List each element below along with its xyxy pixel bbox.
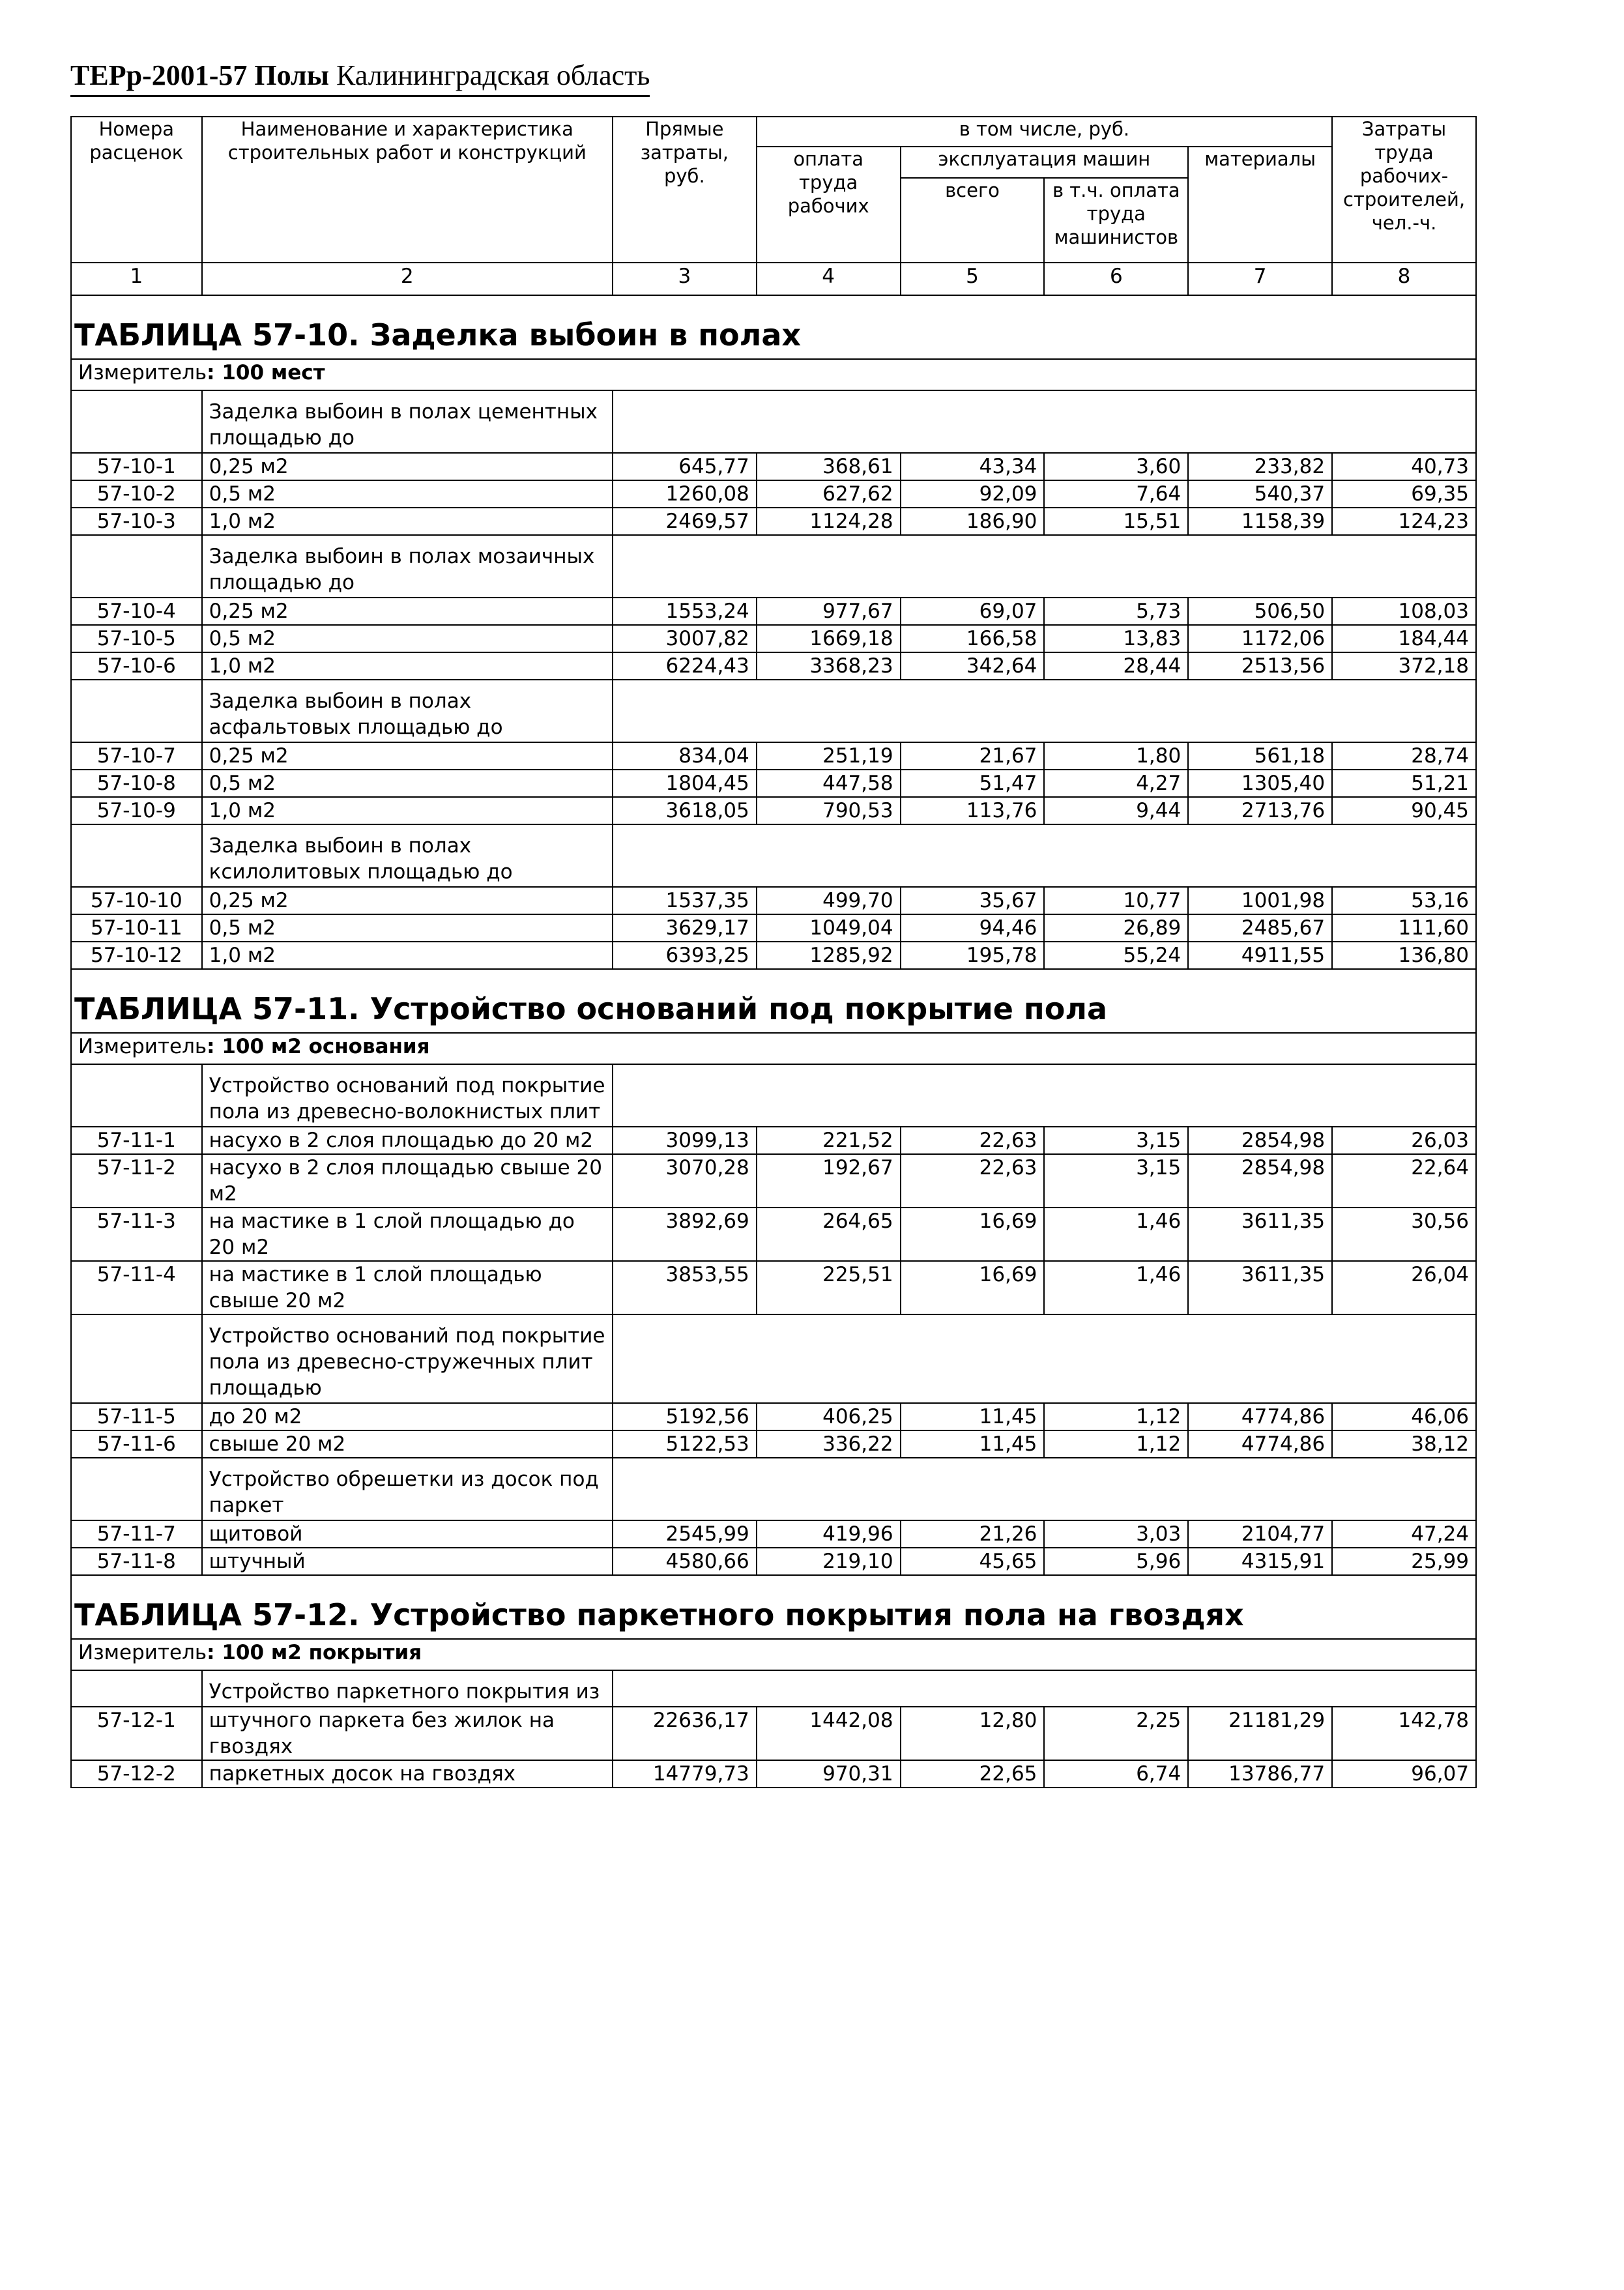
col-header-labor-pay: оплата труда рабочих xyxy=(757,147,901,263)
materials-cost: 4774,86 xyxy=(1188,1403,1332,1430)
direct-cost: 5122,53 xyxy=(613,1430,757,1458)
group-empty-cell xyxy=(613,1458,1476,1520)
work-description: на мастике в 1 слой площадью до 20 м2 xyxy=(202,1208,613,1261)
direct-cost: 2545,99 xyxy=(613,1520,757,1548)
machines-total: 11,45 xyxy=(901,1403,1045,1430)
materials-cost: 2513,56 xyxy=(1188,652,1332,680)
direct-cost: 4580,66 xyxy=(613,1548,757,1575)
direct-cost: 1804,45 xyxy=(613,770,757,797)
work-description: 0,25 м2 xyxy=(202,887,613,914)
materials-cost: 1001,98 xyxy=(1188,887,1332,914)
group-code-cell xyxy=(71,1064,202,1127)
direct-cost: 2469,57 xyxy=(613,508,757,535)
labor-pay: 790,53 xyxy=(757,797,901,824)
materials-cost: 1158,39 xyxy=(1188,508,1332,535)
machines-total: 342,64 xyxy=(901,652,1045,680)
machines-total: 166,58 xyxy=(901,625,1045,652)
labor-pay: 977,67 xyxy=(757,598,901,625)
direct-cost: 3892,69 xyxy=(613,1208,757,1261)
labor-hours: 30,56 xyxy=(1332,1208,1476,1261)
labor-hours: 38,12 xyxy=(1332,1430,1476,1458)
rate-code: 57-10-8 xyxy=(71,770,202,797)
col-header-machines: эксплуатация машин xyxy=(901,147,1189,178)
rate-code: 57-10-2 xyxy=(71,480,202,508)
direct-cost: 3629,17 xyxy=(613,914,757,942)
rate-code: 57-11-2 xyxy=(71,1154,202,1208)
labor-hours: 108,03 xyxy=(1332,598,1476,625)
table-row xyxy=(71,1208,1476,1261)
labor-hours: 96,07 xyxy=(1332,1760,1476,1788)
group-header-row xyxy=(71,1458,1476,1520)
group-description: Устройство паркетного покрытия из xyxy=(202,1670,613,1707)
table-row xyxy=(71,1760,1476,1788)
table-row xyxy=(71,1548,1476,1575)
direct-cost: 22636,17 xyxy=(613,1707,757,1760)
work-description: до 20 м2 xyxy=(202,1403,613,1430)
unit-value: : 100 мест xyxy=(207,361,325,384)
labor-pay: 336,22 xyxy=(757,1430,901,1458)
rate-code: 57-10-12 xyxy=(71,942,202,969)
rate-code: 57-12-1 xyxy=(71,1707,202,1760)
machinists-pay: 5,96 xyxy=(1044,1548,1188,1575)
machinists-pay: 3,15 xyxy=(1044,1154,1188,1208)
direct-cost: 1260,08 xyxy=(613,480,757,508)
group-header-row xyxy=(71,1064,1476,1127)
group-empty-cell xyxy=(613,680,1476,742)
table-row xyxy=(71,1707,1476,1760)
machines-total: 186,90 xyxy=(901,508,1045,535)
work-description: насухо в 2 слоя площадью свыше 20 м2 xyxy=(202,1154,613,1208)
work-description: штучный xyxy=(202,1548,613,1575)
machines-total: 16,69 xyxy=(901,1208,1045,1261)
direct-cost: 1537,35 xyxy=(613,887,757,914)
labor-pay: 419,96 xyxy=(757,1520,901,1548)
table-unit xyxy=(71,1033,1476,1064)
labor-pay: 627,62 xyxy=(757,480,901,508)
col-number: 6 xyxy=(1044,263,1188,295)
group-code-cell xyxy=(71,1314,202,1403)
table-unit-row xyxy=(71,1033,1476,1064)
table-title-row xyxy=(71,295,1476,359)
machinists-pay: 1,46 xyxy=(1044,1261,1188,1314)
labor-hours: 53,16 xyxy=(1332,887,1476,914)
machines-total: 43,34 xyxy=(901,453,1045,480)
unit-value: : 100 м2 основания xyxy=(207,1035,430,1058)
group-code-cell xyxy=(71,535,202,598)
materials-cost: 2854,98 xyxy=(1188,1154,1332,1208)
materials-cost: 3611,35 xyxy=(1188,1261,1332,1314)
labor-pay: 192,67 xyxy=(757,1154,901,1208)
col-number: 2 xyxy=(202,263,613,295)
machinists-pay: 5,73 xyxy=(1044,598,1188,625)
direct-cost: 1553,24 xyxy=(613,598,757,625)
materials-cost: 506,50 xyxy=(1188,598,1332,625)
table-row xyxy=(71,1430,1476,1458)
group-description: Заделка выбоин в полах асфальтовых площадью до xyxy=(202,680,613,742)
machines-total: 195,78 xyxy=(901,942,1045,969)
labor-pay: 1124,28 xyxy=(757,508,901,535)
work-description: 0,5 м2 xyxy=(202,914,613,942)
machines-total: 12,80 xyxy=(901,1707,1045,1760)
labor-pay: 1442,08 xyxy=(757,1707,901,1760)
table-unit-row xyxy=(71,359,1476,390)
table-row xyxy=(71,1261,1476,1314)
work-description: 0,25 м2 xyxy=(202,742,613,770)
group-header-row xyxy=(71,1670,1476,1707)
group-empty-cell xyxy=(613,1064,1476,1127)
labor-hours: 69,35 xyxy=(1332,480,1476,508)
group-header-row xyxy=(71,535,1476,598)
labor-hours: 46,06 xyxy=(1332,1403,1476,1430)
col-number: 1 xyxy=(71,263,202,295)
unit-value: : 100 м2 покрытия xyxy=(207,1641,422,1664)
machines-total: 69,07 xyxy=(901,598,1045,625)
materials-cost: 2713,76 xyxy=(1188,797,1332,824)
machines-total: 22,63 xyxy=(901,1154,1045,1208)
rate-code: 57-11-3 xyxy=(71,1208,202,1261)
col-header-mach-pay: в т.ч. оплата труда машинистов xyxy=(1044,178,1188,263)
group-description: Заделка выбоин в полах цементных площадью до xyxy=(202,390,613,453)
machines-total: 45,65 xyxy=(901,1548,1045,1575)
materials-cost: 4774,86 xyxy=(1188,1430,1332,1458)
direct-cost: 6393,25 xyxy=(613,942,757,969)
direct-cost: 6224,43 xyxy=(613,652,757,680)
machines-total: 16,69 xyxy=(901,1261,1045,1314)
group-empty-cell xyxy=(613,824,1476,887)
group-header-row xyxy=(71,390,1476,453)
col-number: 7 xyxy=(1188,263,1332,295)
col-header-name: Наименование и характеристика строительных работ и конструкций xyxy=(202,117,613,263)
rate-code: 57-11-7 xyxy=(71,1520,202,1548)
materials-cost: 1305,40 xyxy=(1188,770,1332,797)
table-unit xyxy=(71,1639,1476,1670)
materials-cost: 1172,06 xyxy=(1188,625,1332,652)
group-description: Заделка выбоин в полах ксилолитовых площадью до xyxy=(202,824,613,887)
materials-cost: 3611,35 xyxy=(1188,1208,1332,1261)
table-row xyxy=(71,942,1476,969)
column-numbers-row xyxy=(71,263,1476,295)
table-row xyxy=(71,480,1476,508)
machinists-pay: 2,25 xyxy=(1044,1707,1188,1760)
labor-hours: 26,03 xyxy=(1332,1127,1476,1154)
labor-hours: 25,99 xyxy=(1332,1548,1476,1575)
labor-pay: 264,65 xyxy=(757,1208,901,1261)
machinists-pay: 3,15 xyxy=(1044,1127,1188,1154)
col-number: 3 xyxy=(613,263,757,295)
col-header-labor-cost: Затраты труда рабочих-строителей, чел.-ч. xyxy=(1332,117,1476,263)
labor-pay: 1285,92 xyxy=(757,942,901,969)
labor-pay: 219,10 xyxy=(757,1548,901,1575)
machines-total: 21,67 xyxy=(901,742,1045,770)
group-empty-cell xyxy=(613,1670,1476,1707)
labor-hours: 26,04 xyxy=(1332,1261,1476,1314)
unit-label: Измеритель xyxy=(78,1035,207,1058)
table-title-row xyxy=(71,1575,1476,1639)
rate-code: 57-11-5 xyxy=(71,1403,202,1430)
machinists-pay: 1,12 xyxy=(1044,1430,1188,1458)
col-header-direct: Прямые затраты, руб. xyxy=(613,117,757,263)
direct-cost: 14779,73 xyxy=(613,1760,757,1788)
labor-hours: 184,44 xyxy=(1332,625,1476,652)
work-description: паркетных досок на гвоздях xyxy=(202,1760,613,1788)
labor-pay: 221,52 xyxy=(757,1127,901,1154)
machinists-pay: 55,24 xyxy=(1044,942,1188,969)
group-description: Устройство оснований под покрытие пола из древесно-стружечных плит площадью xyxy=(202,1314,613,1403)
group-header-row xyxy=(71,824,1476,887)
table-unit xyxy=(71,359,1476,390)
work-description: 1,0 м2 xyxy=(202,508,613,535)
table-row xyxy=(71,508,1476,535)
document-code: ТЕРр-2001-57 Полы xyxy=(70,59,330,91)
direct-cost: 3007,82 xyxy=(613,625,757,652)
labor-pay: 970,31 xyxy=(757,1760,901,1788)
labor-hours: 142,78 xyxy=(1332,1707,1476,1760)
document-header xyxy=(70,56,650,97)
table-row xyxy=(71,453,1476,480)
group-empty-cell xyxy=(613,535,1476,598)
table-row xyxy=(71,1154,1476,1208)
machinists-pay: 7,64 xyxy=(1044,480,1188,508)
work-description: щитовой xyxy=(202,1520,613,1548)
group-header-row xyxy=(71,680,1476,742)
materials-cost: 2485,67 xyxy=(1188,914,1332,942)
work-description: 0,25 м2 xyxy=(202,598,613,625)
price-table xyxy=(70,116,1477,1788)
machines-total: 21,26 xyxy=(901,1520,1045,1548)
rate-code: 57-10-7 xyxy=(71,742,202,770)
labor-pay: 3368,23 xyxy=(757,652,901,680)
table-row xyxy=(71,598,1476,625)
direct-cost: 3853,55 xyxy=(613,1261,757,1314)
machines-total: 22,65 xyxy=(901,1760,1045,1788)
col-number: 8 xyxy=(1332,263,1476,295)
col-number: 5 xyxy=(901,263,1045,295)
machinists-pay: 28,44 xyxy=(1044,652,1188,680)
machinists-pay: 1,12 xyxy=(1044,1403,1188,1430)
work-description: свыше 20 м2 xyxy=(202,1430,613,1458)
table-row xyxy=(71,797,1476,824)
rate-code: 57-10-5 xyxy=(71,625,202,652)
group-empty-cell xyxy=(613,390,1476,453)
table-title: ТАБЛИЦА 57-11. Устройство оснований под покрытие пола xyxy=(71,969,1476,1033)
materials-cost: 2854,98 xyxy=(1188,1127,1332,1154)
materials-cost: 2104,77 xyxy=(1188,1520,1332,1548)
machinists-pay: 13,83 xyxy=(1044,625,1188,652)
machines-total: 113,76 xyxy=(901,797,1045,824)
materials-cost: 13786,77 xyxy=(1188,1760,1332,1788)
machines-total: 35,67 xyxy=(901,887,1045,914)
col-header-materials: материалы xyxy=(1188,147,1332,263)
machinists-pay: 3,60 xyxy=(1044,453,1188,480)
table-unit-row xyxy=(71,1639,1476,1670)
col-number: 4 xyxy=(757,263,901,295)
rate-code: 57-10-1 xyxy=(71,453,202,480)
labor-hours: 22,64 xyxy=(1332,1154,1476,1208)
machines-total: 22,63 xyxy=(901,1127,1045,1154)
labor-pay: 406,25 xyxy=(757,1403,901,1430)
group-code-cell xyxy=(71,680,202,742)
table-title-row xyxy=(71,969,1476,1033)
labor-pay: 251,19 xyxy=(757,742,901,770)
machines-total: 51,47 xyxy=(901,770,1045,797)
table-row xyxy=(71,1520,1476,1548)
labor-hours: 47,24 xyxy=(1332,1520,1476,1548)
table-row xyxy=(71,1403,1476,1430)
labor-hours: 51,21 xyxy=(1332,770,1476,797)
col-header-incl: в том числе, руб. xyxy=(757,117,1332,147)
rate-code: 57-10-3 xyxy=(71,508,202,535)
labor-hours: 111,60 xyxy=(1332,914,1476,942)
direct-cost: 3618,05 xyxy=(613,797,757,824)
labor-hours: 136,80 xyxy=(1332,942,1476,969)
rate-code: 57-12-2 xyxy=(71,1760,202,1788)
group-code-cell xyxy=(71,824,202,887)
work-description: 1,0 м2 xyxy=(202,652,613,680)
labor-pay: 368,61 xyxy=(757,453,901,480)
group-code-cell xyxy=(71,1458,202,1520)
group-description: Устройство обрешетки из досок под паркет xyxy=(202,1458,613,1520)
group-description: Заделка выбоин в полах мозаичных площадью до xyxy=(202,535,613,598)
labor-pay: 1669,18 xyxy=(757,625,901,652)
rate-code: 57-10-6 xyxy=(71,652,202,680)
document-region: Калининградская область xyxy=(336,59,650,91)
materials-cost: 4911,55 xyxy=(1188,942,1332,969)
rate-code: 57-11-8 xyxy=(71,1548,202,1575)
machinists-pay: 15,51 xyxy=(1044,508,1188,535)
table-row xyxy=(71,742,1476,770)
unit-label: Измеритель xyxy=(78,1641,207,1664)
direct-cost: 3070,28 xyxy=(613,1154,757,1208)
labor-hours: 40,73 xyxy=(1332,453,1476,480)
table-title: ТАБЛИЦА 57-10. Заделка выбоин в полах xyxy=(71,295,1476,359)
labor-hours: 90,45 xyxy=(1332,797,1476,824)
group-header-row xyxy=(71,1314,1476,1403)
machinists-pay: 1,80 xyxy=(1044,742,1188,770)
work-description: на мастике в 1 слой площадью свыше 20 м2 xyxy=(202,1261,613,1314)
table-row xyxy=(71,770,1476,797)
work-description: 0,5 м2 xyxy=(202,480,613,508)
table-row xyxy=(71,625,1476,652)
machinists-pay: 9,44 xyxy=(1044,797,1188,824)
direct-cost: 645,77 xyxy=(613,453,757,480)
machines-total: 11,45 xyxy=(901,1430,1045,1458)
rate-code: 57-11-6 xyxy=(71,1430,202,1458)
work-description: 0,25 м2 xyxy=(202,453,613,480)
table-row xyxy=(71,914,1476,942)
machinists-pay: 4,27 xyxy=(1044,770,1188,797)
machinists-pay: 1,46 xyxy=(1044,1208,1188,1261)
machines-total: 94,46 xyxy=(901,914,1045,942)
table-row xyxy=(71,652,1476,680)
work-description: 1,0 м2 xyxy=(202,797,613,824)
direct-cost: 3099,13 xyxy=(613,1127,757,1154)
labor-pay: 1049,04 xyxy=(757,914,901,942)
labor-pay: 447,58 xyxy=(757,770,901,797)
machinists-pay: 6,74 xyxy=(1044,1760,1188,1788)
rate-code: 57-11-1 xyxy=(71,1127,202,1154)
col-header-codes: Номера расценок xyxy=(71,117,202,263)
table-row xyxy=(71,1127,1476,1154)
rate-code: 57-10-4 xyxy=(71,598,202,625)
materials-cost: 4315,91 xyxy=(1188,1548,1332,1575)
labor-hours: 28,74 xyxy=(1332,742,1476,770)
labor-pay: 225,51 xyxy=(757,1261,901,1314)
machinists-pay: 10,77 xyxy=(1044,887,1188,914)
work-description: 0,5 м2 xyxy=(202,770,613,797)
rate-code: 57-11-4 xyxy=(71,1261,202,1314)
materials-cost: 21181,29 xyxy=(1188,1707,1332,1760)
machines-total: 92,09 xyxy=(901,480,1045,508)
labor-pay: 499,70 xyxy=(757,887,901,914)
group-code-cell xyxy=(71,390,202,453)
rate-code: 57-10-10 xyxy=(71,887,202,914)
unit-label: Измеритель xyxy=(78,361,207,384)
work-description: насухо в 2 слоя площадью до 20 м2 xyxy=(202,1127,613,1154)
work-description: 1,0 м2 xyxy=(202,942,613,969)
col-header-mach-total: всего xyxy=(901,178,1045,263)
work-description: штучного паркета без жилок на гвоздях xyxy=(202,1707,613,1760)
materials-cost: 540,37 xyxy=(1188,480,1332,508)
rate-code: 57-10-9 xyxy=(71,797,202,824)
group-code-cell xyxy=(71,1670,202,1707)
labor-hours: 372,18 xyxy=(1332,652,1476,680)
direct-cost: 834,04 xyxy=(613,742,757,770)
machinists-pay: 3,03 xyxy=(1044,1520,1188,1548)
group-description: Устройство оснований под покрытие пола из древесно-волокнистых плит xyxy=(202,1064,613,1127)
table-row xyxy=(71,887,1476,914)
work-description: 0,5 м2 xyxy=(202,625,613,652)
direct-cost: 5192,56 xyxy=(613,1403,757,1430)
machinists-pay: 26,89 xyxy=(1044,914,1188,942)
rate-code: 57-10-11 xyxy=(71,914,202,942)
labor-hours: 124,23 xyxy=(1332,508,1476,535)
materials-cost: 561,18 xyxy=(1188,742,1332,770)
group-empty-cell xyxy=(613,1314,1476,1403)
table-title: ТАБЛИЦА 57-12. Устройство паркетного покрытия пола на гвоздях xyxy=(71,1575,1476,1639)
materials-cost: 233,82 xyxy=(1188,453,1332,480)
